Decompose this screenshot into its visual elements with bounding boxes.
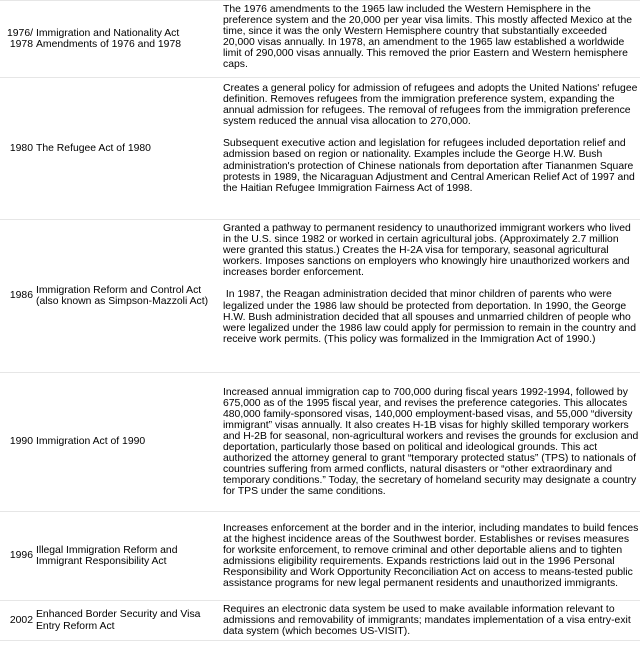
- year-cell: 1996: [0, 512, 35, 601]
- description-cell: [220, 78, 640, 220]
- year-cell: 1990: [0, 373, 35, 512]
- description-cell: [220, 512, 640, 601]
- description-paragraph: Creates a general policy for admission of refugees and adopts the United Nations' refugee definition. Removes refugees from the immigration preference system, expanding the annual admission for refugees. The removal of refugees from the immigration preference system reduced the annual visa allocation to 270,000.: [223, 83, 638, 128]
- year-cell: 1976/ 1978: [0, 1, 35, 78]
- description-paragraph: Subsequent executive action and legislation for refugees included deportation relief and admission based on region or nationality. Examples include the George H.W. Bush administration's protection of Chinese nationals from deportation after Tiananmen Square protests in 1989, the Nicaraguan Adjustment and Central American Relief Act of 1997 and the Haitian Refugee Immigration Fairness Act of 1998.: [223, 138, 635, 194]
- table-row: [0, 1, 640, 78]
- law-name-cell: [35, 220, 220, 373]
- law-name-cell: Immigration Act of 1990: [35, 373, 220, 512]
- year-cell: 1980: [0, 78, 35, 220]
- table-row: [0, 373, 640, 512]
- description-paragraph: Increased annual immigration cap to 700,000 during fiscal years 1992-1994, followed by 675,000 as of the 1995 fiscal year, and revises the preference categories. This allocates 480,000 family-sponsored visas, 140,000 employment-based visas, and 55,000 “diversity immigrant” visas annually. It also creates H-1B visas for highly skilled temporary workers and H-2B for seasonal, non-agricultural workers and revises the grounds for exclusion and deportation, particularly those based on political and ideological grounds. This act authorized the attorney general to grant “temporary protected status” (TPS) to nationals of countries suffering from armed conflicts, natural disasters or “other extraordinary and temporary conditions.” Today, the secretary of homeland security may designate a country for TPS under the same conditions.: [223, 386, 639, 498]
- description-paragraph: Increases enforcement at the border and in the interior, including mandates to build fences at the highest incidence areas of the Southwest border. Establishes or revises measures for worksite enforcement, to remove criminal and other deportable aliens and to tighten admissions eligibility requirements. Expands restrictions laid out in the 1996 Personal Responsibility and Work Opportunity Reconciliation Act on access to means-tested public assistance programs for new legal permanent residents and unauthorized immigrants.: [223, 522, 639, 590]
- law-name-cell: Illegal Immigration Reform and Immigrant Responsibility Act: [35, 512, 220, 601]
- law-name-line: Immigration Reform and Control Act: [36, 284, 202, 296]
- table-row: [0, 220, 640, 373]
- description-paragraph: The 1976 amendments to the 1965 law included the Western Hemisphere in the preference system and the 20,000 per year visa limits. This mostly affected Mexico at the time, since it was the only Western Hemisphere country that substantially exceeded 20,000 visas annually. In 1978, an amendment to the 1965 law established a worldwide limit of 290,000 visas annually. This removed the prior Eastern and Western hemisphere caps.: [223, 4, 633, 71]
- table-row: [0, 512, 640, 601]
- table-row: [0, 78, 640, 220]
- description-cell: [220, 1, 640, 78]
- description-cell: [220, 601, 640, 641]
- law-name-cell: Enhanced Border Security and Visa Entry Reform Act: [35, 601, 220, 641]
- law-name-line: (also known as Simpson-Mazzoli Act): [36, 296, 209, 307]
- year-cell: 1986: [0, 220, 35, 373]
- description-cell: [220, 373, 640, 512]
- law-name-cell: Immigration and Nationality Act Amendments of 1976 and 1978: [35, 1, 220, 78]
- description-paragraph: Requires an electronic data system be used to make available information relevant to admissions and removability of immigrants; mandates implementation of a visa entry-exit data system (which becomes US-VISIT).: [223, 603, 631, 638]
- table-row: [0, 601, 640, 641]
- law-name-cell: The Refugee Act of 1980: [35, 78, 220, 220]
- description-paragraph: Granted a pathway to permanent residency to unauthorized immigrant workers who lived in the U.S. since 1982 or worked in certain agricultural jobs. (Approximately 2.7 million were granted this status.) Creates the H-2A visa for temporary, seasonal agricultural workers. Imposes sanctions on employers who knowingly hire unauthorized workers and increases border enforcement.: [223, 223, 631, 279]
- description-cell: [220, 220, 640, 373]
- year-cell: 2002: [0, 601, 35, 641]
- description-paragraph: In 1987, the Reagan administration decided that minor children of parents who were legalized under the 1986 law should be protected from deportation. In 1990, the George H.W. Bush administration decided that all spouses and unmarried children of people who were legalized under the 1986 law could apply for permission to remain in the country and receive work permits. (This policy was formalized in the Immigration Act of 1990.): [223, 289, 639, 345]
